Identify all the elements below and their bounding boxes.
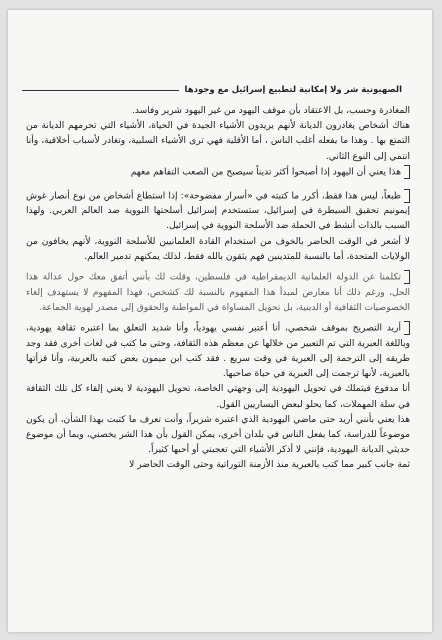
running-header-title: الصهيونية شر ولا إمكانية لتطبيع إسرائيل مع وجودها: [184, 85, 402, 95]
paragraph-6: [26, 270, 410, 316]
paragraph-2: هناك أشخاص يغادرون الديانة لأنهم يريدون الأشياء الجيدة في الحياة، الأشياء التي تحرمهم الديانة من التمتع بها . وهذا ما يفعله أغلب الناس ، أما الأقلية فهي ترى الأشياء السلبية، وتغادر لأسباب أخلاقية، وأنا انتمي إلى النوع الثاني.: [26, 121, 410, 162]
answer-text: طبعاً، ليس هذا فقط، أكرر ما كتبته في «أسرار مفضوحة»: إذا استطاع أشخاص من نوع أنصار غوش إيمونيم تحقيق السيطرة في إسرائيل، ستستخدم إسرائيل أسلحتها النووية ضد العالم العربي. ولهذا السبب بالذات أنشط في الحملة ضد الأسلحة النووية في إسرائيل.: [26, 191, 410, 232]
paragraph-7: [26, 321, 410, 382]
question-marker: [404, 165, 410, 179]
paragraph-8: أنا مدفوع فيتملك في تحويل اليهودية إلى وجهتي الخاصة، تحويل اليهودية لا يعني إلقاء كل تلك الثقافة في سلة المهملات، كما يحلو لبعض اليساريين القول.: [26, 384, 410, 410]
question-text: هذا يعني أن اليهود إذا أصبحوا أكثر تديناً سيصبح من الصعب التفاهم معهم: [130, 167, 401, 178]
question-marker: [404, 270, 410, 284]
body-text: [26, 104, 410, 474]
paragraph-3: [26, 165, 410, 181]
header-rule: [22, 90, 179, 91]
paragraph-9: هذا يعني بأنني أريد حتى ماضي اليهودية الذي اعتبره شريراً، وأنت تعرف ما كتبت بهذا الشأن، أن يكون موضوعاً للدراسة، كما يفعل الناس في بلدان أخرى، يمكن القول بأن هذا الشر يخصني، وبما أن موضوع حديثي الديانة اليهودية، فإنني لا أذكر الأشياء التي تعجبني أو أحبها كثيراً.: [26, 414, 410, 456]
running-header: [22, 82, 402, 98]
question-text: تكلمنا عن الدولة العلمانية الديمقراطية في فلسطين، وقلت لك بأنني أتفق معك حول عدالة هذا الحل، ورغم ذلك أنا معارض لمبدأ هذا المفهوم بالنسبة لك كشخص، فهذا المفهوم لا يستهدف إلغاء الخصوصيات الثقافية أو الدينية، بل تحويل المساواة في المواطنة والحقوق إلى مصدر لهوية الجماعة.: [26, 272, 410, 313]
document-page: [8, 10, 432, 632]
answer-text: أريد التصريح بموقف شخصي، أنا أعتبر نفسي يهودياً، وأنا شديد التعلق بما اعتبره ثقافة يهودية، وباللغة العبرية التي تم التعبير من خلالها عن معظم هذه الثقافة، وحتى ما كتب في لغات أخرى فقد وجد طريقه إلى الترجمة إلى العبرية في وقت سريع . فقد كتب ابن ميمون بعض كتبه بالعربية، وأنا قرأتها بالعبرية، لأنها ترجمت إلى العبرية في حياة صاحبها.: [26, 323, 410, 380]
paragraph-10: ثمة جانب كبير مما كتب بالعبرية منذ الأزمنة التوراتية وحتى الوقت الحاضر لا: [129, 460, 410, 471]
paragraph-1: المغادرة وحسب، بل الاعتقاد بأن موقف اليهود من غير اليهود شرير وفاسد.: [132, 106, 410, 116]
answer-marker: [404, 321, 410, 335]
answer-marker: [404, 189, 410, 203]
paragraph-5: لا أشعر في الوقت الحاضر بالخوف من استخدام القادة العلمانيين للأسلحة النووية، لأنهم يخافون من الولايات المتحدة، أما بالنسبة للمتدينين فهم يثقون بالله فقط، لذلك يمكنهم تدمير العالم.: [26, 236, 410, 262]
paragraph-4: [26, 189, 410, 235]
